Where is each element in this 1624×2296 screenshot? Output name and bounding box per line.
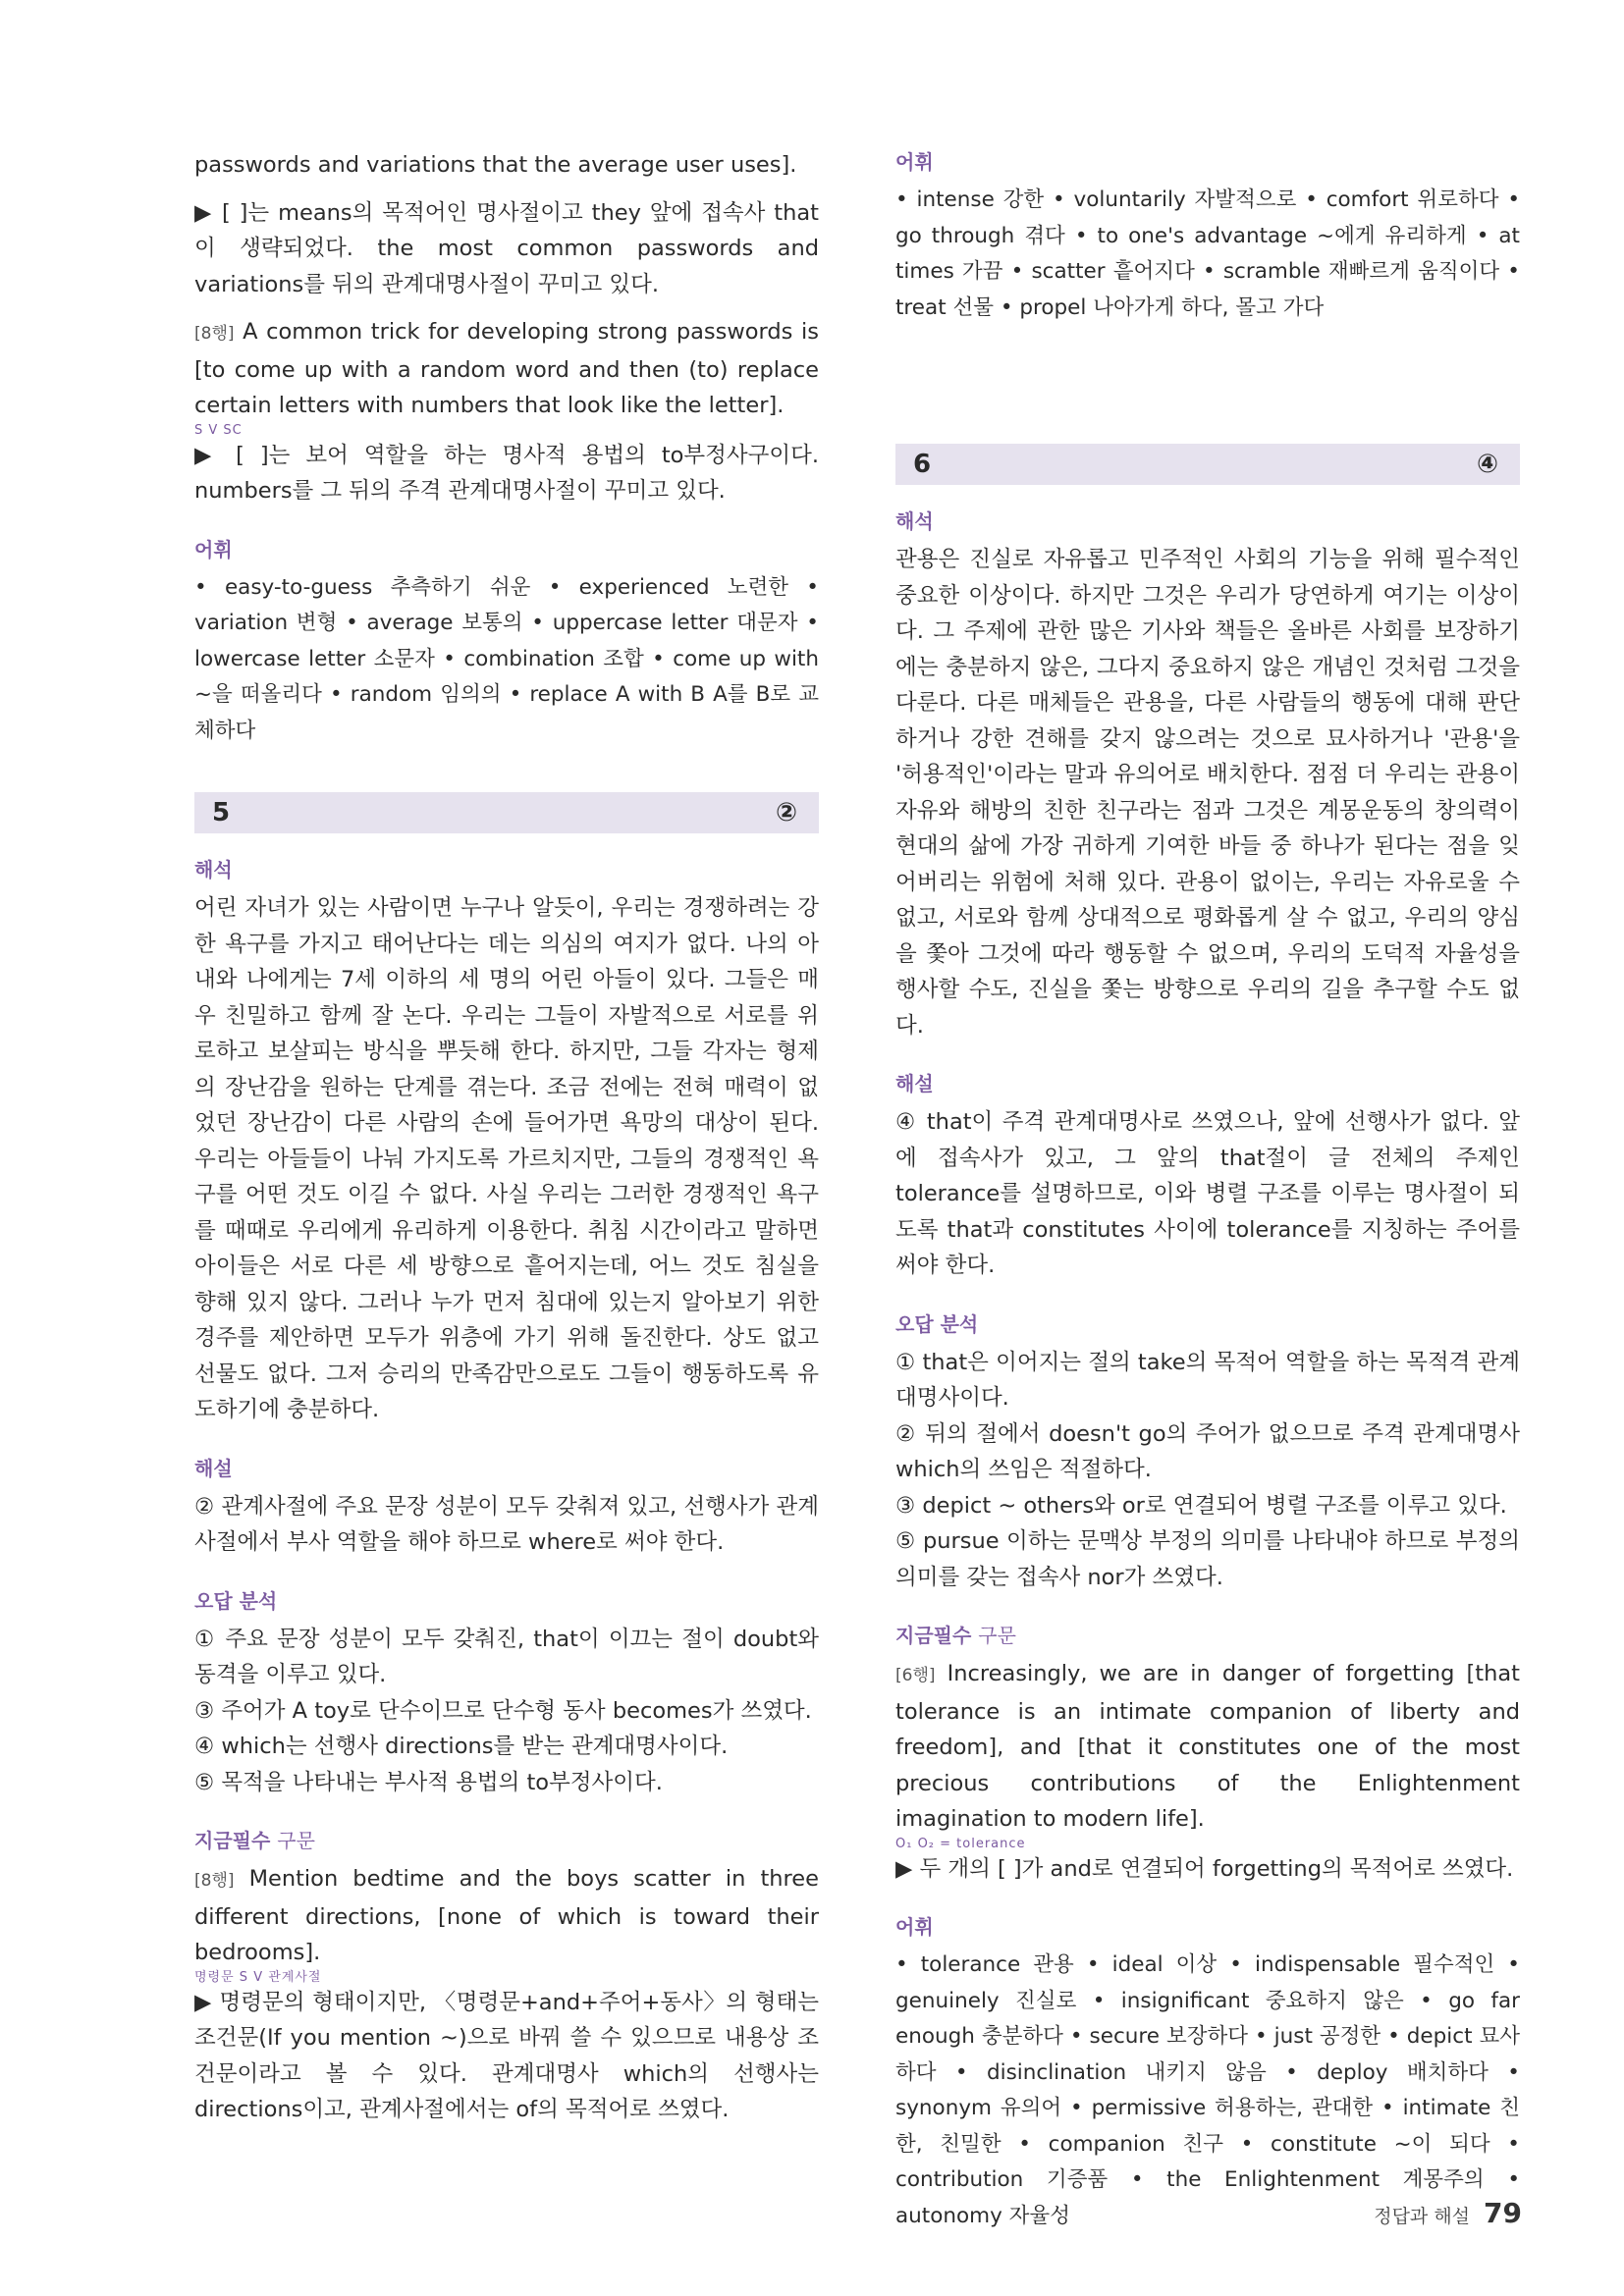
line8-annotation: S V SC bbox=[194, 422, 243, 438]
q5-structure-sentence bbox=[194, 1861, 819, 1971]
left-column bbox=[194, 147, 819, 2128]
q6-number: 6 bbox=[913, 450, 932, 479]
vocab-list-right: • intense 강한 • voluntarily 자발적으로 • comfort 위로하다 • go through 겪다 • to one's advantage ~에게 유리하게 • at times 가끔 • scatter 흩어지다 • scramble 재빠르게 움직이다 • treat 선물 • propel 나아가게 하다, 몰고 가다 bbox=[895, 187, 1520, 320]
q5-wrong-heading: 오답 분석 bbox=[194, 1588, 278, 1613]
q6-wrong-item: ② 뒤의 절에서 doesn't go의 주어가 없으므로 주격 관계대명사 which의 쓰임은 적절하다. bbox=[895, 1420, 1520, 1482]
q6-structure-note: ▶ 두 개의 [ ]가 and로 연결되어 forgetting의 목적어로 쓰였다. bbox=[895, 1855, 1514, 1882]
q6-explanation-heading: 해설 bbox=[895, 1072, 934, 1095]
q5-structure-annotation: 명령문 S V 관계사절 bbox=[194, 1969, 322, 1985]
q5-wrong-item: ⑤ 목적을 나타내는 부사적 용법의 to부정사이다. bbox=[194, 1769, 663, 1795]
q6-wrong-heading: 오답 분석 bbox=[895, 1311, 979, 1336]
q5-translation: 어린 자녀가 있는 사람이면 누구나 알듯이, 우리는 경쟁하려는 강한 욕구를 가지고 태어난다는 데는 의심의 여지가 없다. 나의 아내와 나에게는 7세 이하의 세 명의 어린 아들이 있다. 그들은 매우 친밀하고 함께 잘 논다. 우리는 그들이 자발적으로 서로를 위로하고 보살피는 방식을 뿌듯해 한다. 하지만, 그들 각자는 형제의 장난감을 원하는 단계를 겪는다. 조금 전에는 전혀 매력이 없었던 장난감이 다른 사람의 손에 들어가면 욕망의 대상이 된다. 우리는 아들들이 나눠 가지도록 가르치지만, 그들의 경쟁적인 욕구를 어떤 것도 이길 수 없다. 사실 우리는 그러한 경쟁적인 욕구를 때때로 우리에게 유리하게 이용한다. 취침 시간이라고 말하면 아이들은 서로 다른 세 방향으로 흩어지는데, 어느 것도 침실을 향해 있지 않다. 그러나 누가 먼저 침대에 있는지 알아보기 위한 경주를 제안하면 모두가 위층에 가기 위해 돌진한다. 상도 없고 선물도 없다. 그저 승리의 만족감만으로도 그들이 행동하도록 유도하기에 충분하다. bbox=[194, 895, 819, 1422]
vocab-heading: 어휘 bbox=[194, 537, 233, 561]
line8-note: ▶ [ ]는 보어 역할을 하는 명사적 용법의 to부정사구이다. numbers를 그 뒤의 주격 관계대명사절이 꾸미고 있다. bbox=[194, 442, 819, 504]
p1-note: ▶ [ ]는 means의 목적어인 명사절이고 they 앞에 접속사 that이 생략되었다. the most common passwords and variations를 뒤의 관계대명사절이 꾸미고 있다. bbox=[194, 199, 819, 297]
q5-header-bar bbox=[194, 792, 819, 833]
q6-header-bar bbox=[895, 444, 1520, 485]
footer-label: 정답과 해설 bbox=[1374, 2206, 1471, 2227]
q5-wrong-item: ③ 주어가 A toy로 단수이므로 단수형 동사 becomes가 쓰였다. bbox=[194, 1697, 812, 1724]
p1-line: passwords and variations that the average user uses]. bbox=[194, 152, 797, 178]
vocab-list: • easy-to-guess 추측하기 쉬운 • experienced 노련한 • variation 변형 • average 보통의 • uppercase letter 대문자 • lowercase letter 소문자 • combination 조합 • come up with ~을 떠올리다 • random 임의의 • replace A with B A를 B로 교체하다 bbox=[194, 574, 819, 743]
q6-structure-heading bbox=[895, 1621, 1520, 1650]
q5-structure-text: Mention bedtime and the boys scatter in three different directions, [none of which is toward their bedrooms]. bbox=[194, 1866, 819, 1965]
vocab-heading-right: 어휘 bbox=[895, 150, 934, 174]
q6-structure-heading-b: 구문 bbox=[978, 1624, 1016, 1647]
q5-wrong-item: ① 주요 문장 성분이 모두 갖춰진, that이 이끄는 절이 doubt와 동격을 이루고 있다. bbox=[194, 1626, 819, 1687]
line8-tag: [8행] bbox=[194, 324, 235, 344]
q6-wrong-item: ① that은 이어지는 절의 take의 목적어 역할을 하는 목적격 관계대명사이다. bbox=[895, 1349, 1520, 1411]
q6-wrong-item: ⑤ pursue 이하는 문맥상 부정의 의미를 나타내야 하므로 부정의 의미를 갖는 접속사 nor가 쓰였다. bbox=[895, 1528, 1520, 1590]
q5-structure-heading bbox=[194, 1826, 819, 1855]
q6-structure-sentence bbox=[895, 1656, 1520, 1838]
q6-answer: ④ bbox=[1476, 450, 1498, 479]
q6-structure-annotation: O₁ O₂ = tolerance bbox=[895, 1836, 1026, 1851]
q5-structure-heading-b: 구문 bbox=[277, 1829, 315, 1852]
vocab2-list: • tolerance 관용 • ideal 이상 • indispensable 필수적인 • genuinely 진실로 • insignificant 중요하지 않은 • go far enough 충분하다 • secure 보장하다 • just 공정한 • depict 묘사하다 • disinclination 내키지 않음 • deploy 배치하다 • synonym 유의어 • permissive 허용하는, 관대한 • intimate 친한, 친밀한 • companion 친구 • constitute ~이 되다 • contribution 기증품 • the Enlightenment 계몽주의 • autonomy 자율성 bbox=[895, 1952, 1520, 2228]
q5-structure-heading-a: 지금필수 bbox=[194, 1829, 271, 1852]
q6-translation-heading: 해석 bbox=[895, 509, 934, 533]
q5-structure-tag: [8행] bbox=[194, 1871, 235, 1891]
q5-explanation-heading: 해설 bbox=[194, 1456, 233, 1480]
page-number: 79 bbox=[1484, 2197, 1522, 2229]
q5-translation-heading: 해석 bbox=[194, 858, 233, 881]
q5-structure-note: ▶ 명령문의 형태이지만, 〈명령문+and+주어+동사〉의 형태는 조건문(If you mention ~)으로 바꿔 쓸 수 있으므로 내용상 조건문이라고 볼 수 있다. 관계대명사 which의 선행사는 directions이고, 관계사절에서는 of의 목적어로 쓰였다. bbox=[194, 1989, 819, 2122]
q5-number: 5 bbox=[212, 798, 231, 828]
q6-wrong-item: ③ depict ~ others와 or로 연결되어 병렬 구조를 이루고 있다. bbox=[895, 1492, 1507, 1519]
vocab2-heading: 어휘 bbox=[895, 1915, 934, 1939]
right-column bbox=[895, 147, 1520, 2234]
q6-structure-text: Increasingly, we are in danger of forgetting [that tolerance is an intimate companion of liberty and freedom], and [that it constitutes one of the most precious contributions of the Enlightenment imagination to modern life]. bbox=[895, 1661, 1520, 1832]
line8-sentence bbox=[194, 314, 819, 424]
q5-answer: ② bbox=[775, 798, 797, 828]
line8-text: A common trick for developing strong passwords is [to come up with a random word and then (to) replace certain letters with numbers that look like the letter]. bbox=[194, 319, 819, 418]
q6-structure-heading-a: 지금필수 bbox=[895, 1624, 972, 1647]
page-footer bbox=[1374, 2197, 1522, 2229]
q6-translation: 관용은 진실로 자유롭고 민주적인 사회의 기능을 위해 필수적인 중요한 이상이다. 하지만 그것은 우리가 당연하게 여기는 이상이다. 그 주제에 관한 많은 기사와 책들은 올바른 사회를 보장하기에는 충분하지 않은, 그다지 중요하지 않은 개념인 것처럼 그것을 다룬다. 다른 매체들은 관용을, 다른 사람들의 행동에 대해 판단하거나 강한 견해를 갖지 않으려는 것으로 묘사하거나 '관용'을 '허용적인'이라는 말과 유의어로 배치한다. 점점 더 우리는 관용이 자유와 해방의 친한 친구라는 점과 그것은 계몽운동의 창의력이 현대의 삶에 가장 귀하게 기여한 바들 중 하나가 된다는 점을 잊어버리는 위험에 처해 있다. 관용이 없이는, 우리는 자유로울 수 없고, 서로와 함께 상대적으로 평화롭게 살 수 없고, 우리의 양심을 쫓아 그것에 따라 행동할 수 없으며, 우리의 도덕적 자율성을 행사할 수도, 진실을 쫓는 방향으로 우리의 길을 추구할 수도 없다. bbox=[895, 547, 1520, 1039]
q6-structure-tag: [6행] bbox=[895, 1666, 936, 1685]
q5-wrong-item: ④ which는 선행사 directions를 받는 관계대명사이다. bbox=[194, 1734, 729, 1759]
q6-explanation: ④ that이 주격 관계대명사로 쓰였으나, 앞에 선행사가 없다. 앞에 접속사가 있고, 그 앞의 that절이 글 전체의 주제인 tolerance를 설명하므로, 이와 병렬 구조를 이루는 명사절이 되도록 that과 constitutes 사이에 tolerance를 지칭하는 주어를 써야 한다. bbox=[895, 1109, 1520, 1278]
q5-explanation: ② 관계사절에 주요 문장 성분이 모두 갖춰져 있고, 선행사가 관계사절에서 부사 역할을 해야 하므로 where로 써야 한다. bbox=[194, 1493, 819, 1555]
